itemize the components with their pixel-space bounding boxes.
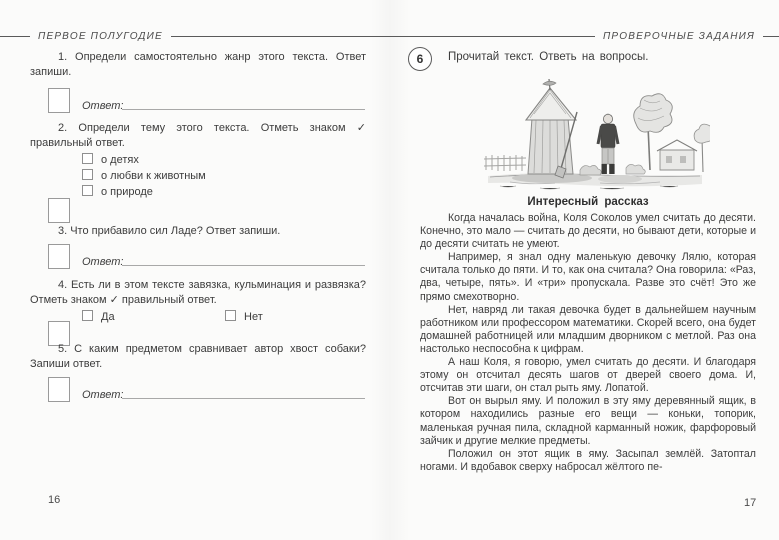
question-2-score-box[interactable] [48, 198, 70, 223]
question-5-score-box[interactable] [48, 377, 70, 402]
story-paragraph: Положил он этот ящик в яму. Засыпал землёй. Затоптал ногами. И вдобавок сверху набросал жёлтого пе- [420, 447, 756, 473]
question-4-option-no[interactable] [225, 310, 263, 323]
question-1-answer-row [48, 88, 365, 115]
left-header-title: ПЕРВОЕ ПОЛУГОДИЕ [38, 30, 163, 42]
question-1-answer-line[interactable] [122, 109, 365, 110]
left-page-number: 16 [48, 494, 61, 506]
right-header-title: ПРОВЕРОЧНЫЕ ЗАДАНИЯ [602, 30, 755, 42]
answer-label: Ответ: [82, 100, 124, 112]
option-label: Да [101, 311, 115, 323]
option-label: Нет [244, 311, 263, 323]
story-paragraph: Вот он вырыл яму. И положил в эту яму деревянный ящик, в котором находились разные его вещи — коньки, топорик, маленькая ручная пила, складной карманный ножик, фарфоровый зайчик и другие мелкие предметы. [420, 395, 756, 447]
checkbox-icon[interactable] [82, 153, 93, 164]
header-rule [763, 36, 779, 37]
option-label: о детях [101, 154, 139, 166]
question-3-text: 3. Что прибавило сил Ладе? Ответ запиши. [58, 225, 281, 237]
left-running-head [0, 29, 390, 43]
story-paragraph: Например, я знал одну маленькую девочку Лялю, которая считала только до пяти. И то, как она считала? Она говорила: «Раз, два, четыре, пять». И «три» пропускала. Разве это счёт! Это же прямо смехотворно. [420, 251, 756, 303]
question-2-option-1[interactable] [82, 153, 139, 167]
question-5-text: 5. С каким предметом сравнивает автор хвост собаки? Запиши ответ. [30, 343, 366, 370]
story-paragraph: Нет, навряд ли такая девочка будет в дальнейшем научным работником или профессором математики. Скорей всего, она будет домашней работницей или младшим дворником с метлой. Раз она настолько неспособна к цифрам. [420, 303, 756, 355]
right-page [390, 0, 779, 540]
story-illustration [480, 78, 710, 194]
checkbox-icon[interactable] [82, 185, 93, 196]
right-running-head [390, 29, 779, 43]
option-label: о любви к животным [101, 170, 206, 182]
option-label: о природе [101, 186, 153, 198]
question-3-answer-line[interactable] [122, 265, 365, 266]
story-title: Интересный рассказ [527, 196, 649, 208]
story-paragraph: А наш Коля, я говорю, умел считать до десяти. И благодаря этому он отсчитал десять шагов от дверей своего дома. И, отсчитав эти шаги, он стал рыть яму. Лопатой. [420, 356, 756, 395]
checkbox-icon[interactable] [82, 169, 93, 180]
task-number-badge: 6 [408, 47, 432, 71]
task-instruction: Прочитай текст. Ответь на вопросы. [448, 51, 649, 63]
question-5-answer-line[interactable] [122, 398, 365, 399]
answer-label: Ответ: [82, 256, 124, 268]
question-1-text: 1. Определи самостоятельно жанр этого текста. Ответ запиши. [30, 51, 366, 78]
question-2-option-3[interactable] [82, 185, 153, 199]
checkbox-icon[interactable] [82, 310, 93, 321]
question-1-score-box[interactable] [48, 88, 70, 113]
header-rule [0, 36, 30, 37]
question-2-option-2[interactable] [82, 169, 206, 183]
header-rule [390, 36, 595, 37]
question-2-text: 2. Определи тему этого текста. Отметь знаком ✓ правильный ответ. [30, 122, 366, 149]
question-4-option-yes[interactable] [82, 310, 115, 323]
checkbox-icon[interactable] [225, 310, 236, 321]
question-3-score-box[interactable] [48, 244, 70, 269]
question-5-answer-row [48, 377, 365, 404]
question-4-text: 4. Есть ли в этом тексте завязка, кульминация и развязка? Отметь знаком ✓ правильный ответ. [30, 279, 366, 306]
right-page-number: 17 [744, 497, 757, 509]
story-paragraph: Когда началась война, Коля Соколов умел считать до десяти. Конечно, это мало — считать до десяти, но бывают дети, которые и до десяти считать не умеют. [420, 212, 756, 251]
header-rule [171, 36, 390, 37]
story-text [420, 212, 756, 474]
answer-label: Ответ: [82, 389, 124, 401]
question-3-answer-row [48, 244, 365, 271]
